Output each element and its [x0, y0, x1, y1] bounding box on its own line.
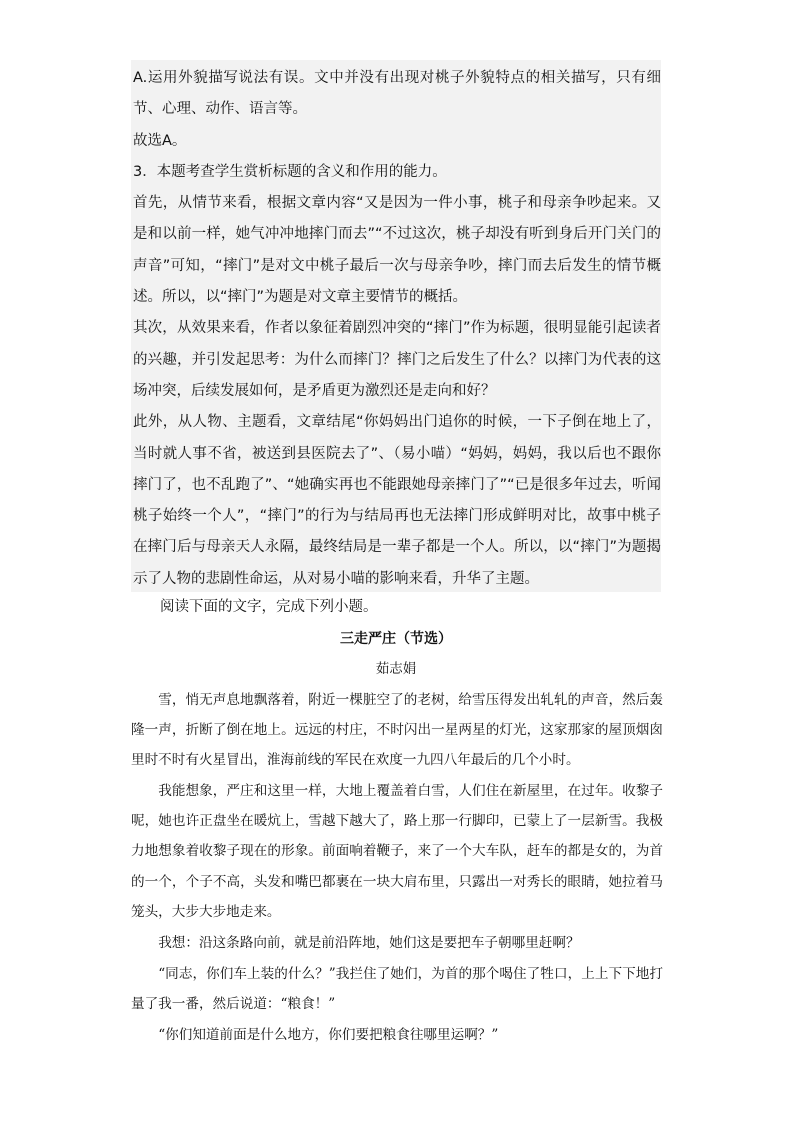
answer-paragraph: A.运用外貌描写说法有误。文中并没有出现对桃子外貌特点的相关描写，只有细节、心理、动作、语言等。	[133, 70, 661, 118]
answer-paragraph: 此外，从人物、主题看，文章结尾“你妈妈出门追你的时候，一下子倒在地上了，当时就人事不省，被送到县医院去了”、（易小喵）“妈妈，妈妈，我以后也不跟你摔门了，也不乱跑了”、“她确实再也不能跟她母亲摔门了”“已是很多年过去，听闻桃子始终一个人”，“摔门”的行为与结局再也无法摔门形成鲜明对比，故事中桃子在摔门后与母亲天人永隔，最终结局是一辈子都是一个人。所以，以“摔门”为题揭示了人物的悲剧性命运，从对易小喵的影响来看，升华了主题。	[133, 414, 661, 587]
article-title: 三走严庄（节选）	[340, 631, 452, 647]
answer-paragraph: 3．本题考查学生赏析标题的含义和作用的能力。	[133, 163, 447, 180]
article-paragraph: 我想：沿这条路向前，就是前沿阵地，她们这是要把车子朝哪里赶啊？	[158, 934, 580, 951]
answer-paragraph: 故选A。	[133, 132, 187, 149]
article-paragraph: 我能想象，严庄和这里一样，大地上覆盖着白雪，人们住在新屋里，在过年。收黎子呢，她也许正盘坐在暖炕上，雪越下越大了，路上那一行脚印，已蒙上了一层新雪。我极力地想象着收黎子现在的形象。前面响着鞭子，来了一个大车队，赶车的都是女的，为首的一个，个子不高，头发和嘴巴都裹在一块大肩布里，只露出一对秀长的眼睛，她拉着马笼头，大步大步地走来。	[131, 783, 663, 920]
answer-paragraph: 首先，从情节来看，根据文章内容“又是因为一件小事，桃子和母亲争吵起来。又是和以前一样，她气冲冲地摔门而去”“不过这次，桃子却没有听到身后开门关门的声音”可知，“摔门”是对文中桃子最后一次与母亲争吵，摔门而去后发生的情节概述。所以，以“摔门”为题是对文章主要情节的概括。	[133, 195, 661, 306]
article-paragraph: “你们知道前面是什么地方，你们要把粮食往哪里运啊？”	[158, 1027, 499, 1044]
answer-explanation-block	[131, 60, 661, 592]
reading-instruction: 阅读下面的文字，完成下列小题。	[160, 599, 378, 615]
article-paragraph: “同志，你们车上装的什么？”我拦住了她们，为首的那个喝住了牲口，上上下下地打量了我一番，然后说道：“粮食！”	[131, 965, 663, 1012]
article-body	[131, 685, 663, 1051]
article-author: 茹志娟	[375, 661, 417, 677]
answer-paragraph: 其次，从效果来看，作者以象征着剧烈冲突的“摔门”作为标题，很明显能引起读者的兴趣，并引发起思考：为什么而摔门？摔门之后发生了什么？以摔门为代表的这场冲突，后续发展如何，是矛盾更为激烈还是走向和好？	[133, 320, 661, 399]
article-paragraph: 雪，悄无声息地飘落着，附近一棵脏空了的老树，给雪压得发出轧轧的声音，然后轰隆一声，折断了倒在地上。远远的村庄，不时闪出一星两星的灯光，这家那家的屋顶烟囱里时不时有火星冒出，淮海前线的军民在欢度一九四八年最后的几个小时。	[131, 692, 663, 769]
